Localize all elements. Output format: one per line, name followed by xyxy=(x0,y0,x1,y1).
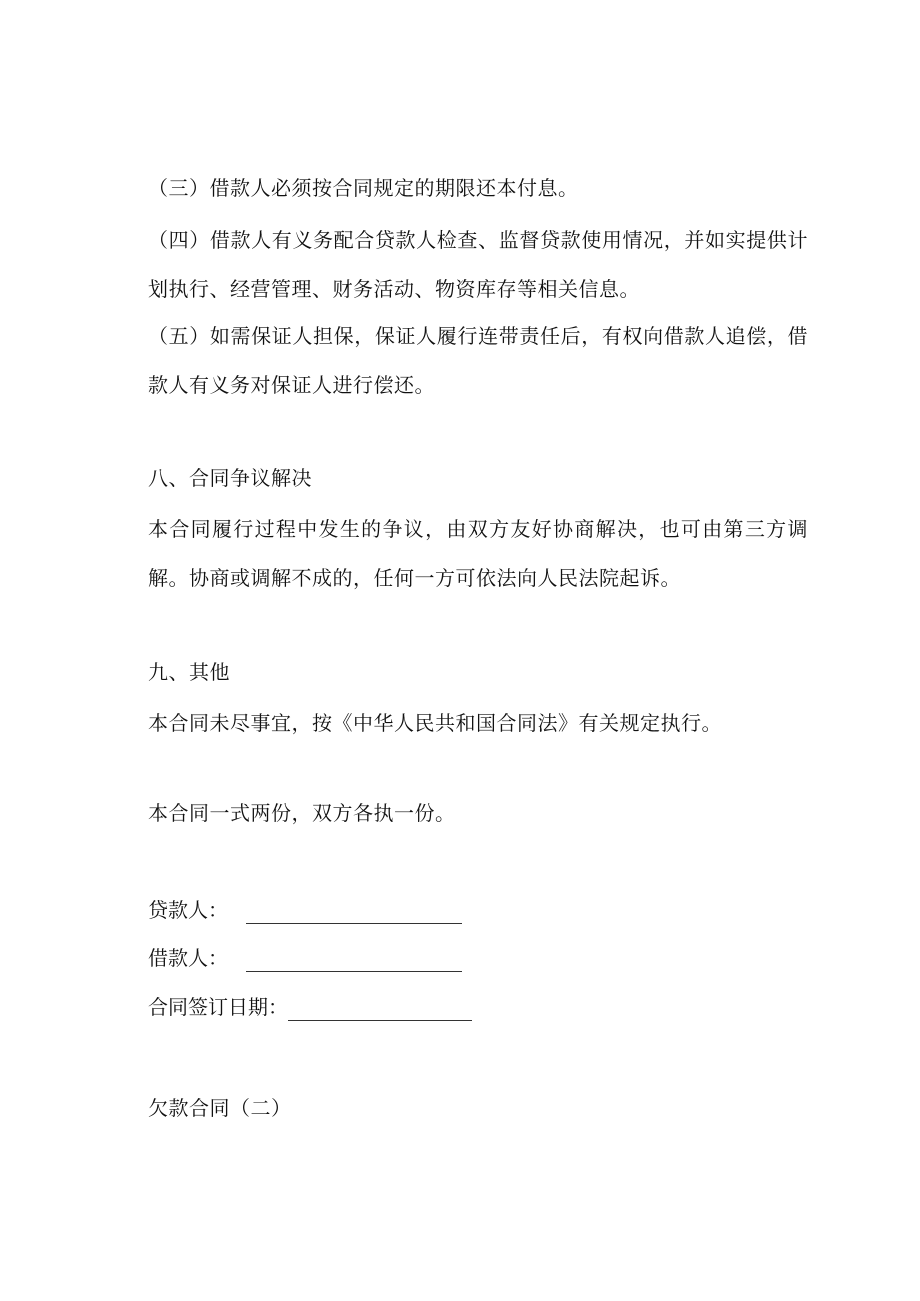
clause-4: （四）借款人有义务配合贷款人检查、监督贷款使用情况，并如实提供计划执行、经营管理、财务活动、物资库存等相关信息。 xyxy=(148,228,808,301)
lender-label: 贷款人： xyxy=(148,898,228,922)
section-9-heading: 九、其他 xyxy=(148,660,230,684)
borrower-label: 借款人： xyxy=(148,946,228,970)
section-9-body: 本合同未尽事宜，按《中华人民共和国合同法》有关规定执行。 xyxy=(148,711,722,735)
clause-3: （三）借款人必须按合同规定的期限还本付息。 xyxy=(148,176,579,200)
copies-statement: 本合同一式两份，双方各执一份。 xyxy=(148,801,456,825)
lender-signature-line xyxy=(148,896,462,924)
date-signature-line xyxy=(148,993,472,1021)
clause-5: （五）如需保证人担保，保证人履行连带责任后，有权向借款人追偿，借款人有义务对保证人进行偿还。 xyxy=(148,324,808,397)
borrower-blank[interactable] xyxy=(246,951,462,972)
lender-blank[interactable] xyxy=(246,903,462,924)
section-8-body: 本合同履行过程中发生的争议，由双方友好协商解决，也可由第三方调解。协商或调解不成的，任何一方可依法向人民法院起诉。 xyxy=(148,517,808,590)
date-blank[interactable] xyxy=(288,1000,472,1021)
borrower-signature-line xyxy=(148,944,462,972)
next-contract-title: 欠款合同（二） xyxy=(148,1096,292,1120)
section-8-heading: 八、合同争议解决 xyxy=(148,466,312,490)
date-label: 合同签订日期： xyxy=(148,995,288,1019)
